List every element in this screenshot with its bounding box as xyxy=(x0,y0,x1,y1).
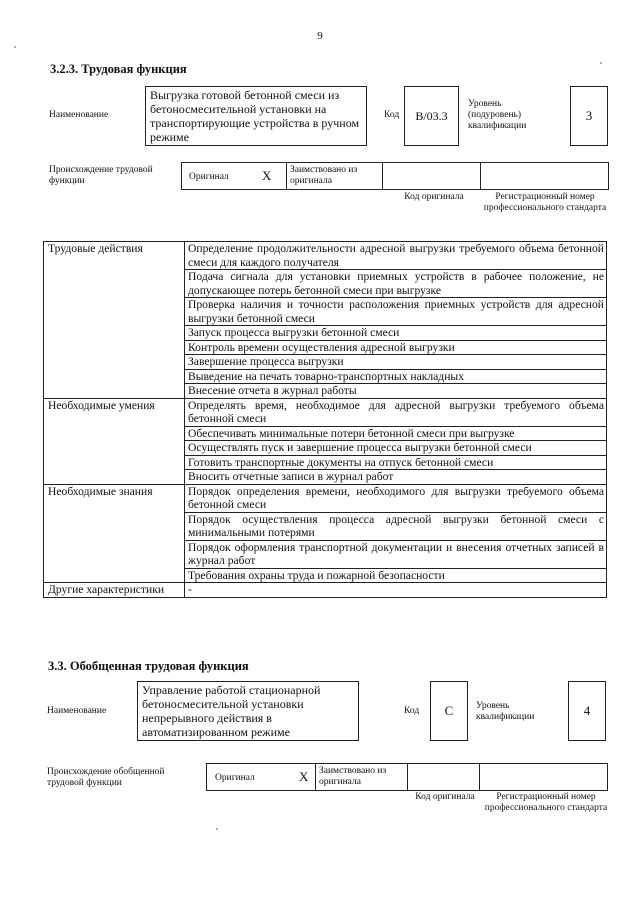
item-cell: Осуществлять пуск и завершение процесса выгрузки бетонной смеси xyxy=(185,441,607,456)
item-cell: Проверка наличия и точности расположения приемных устройств для адресной выгрузки бетонной смеси xyxy=(185,298,607,326)
borrowed-label-2: Заимствовано из оригинала xyxy=(319,766,387,787)
origin-row xyxy=(181,162,609,190)
item-cell: Требования охраны труда и пожарной безопасности xyxy=(185,568,607,583)
borrowed-label: Заимствовано из оригинала xyxy=(290,165,358,186)
table-row xyxy=(44,484,607,512)
item-cell: Обеспечивать минимальные потери бетонной смеси при выгрузке xyxy=(185,426,607,441)
function-name-box: Выгрузка готовой бетонной смеси из бетоносмесительной установки на транспортирующие устройства в ручном режиме xyxy=(145,86,367,146)
original-mark-2: X xyxy=(299,769,309,784)
item-cell: Вносить отчетные записи в журнал работ xyxy=(185,470,607,485)
item-cell: Контроль времени осуществления адресной выгрузки xyxy=(185,340,607,355)
general-function-name-box: Управление работой стационарной бетоносмесительной установки непрерывного действия в автоматизированном режиме xyxy=(137,681,359,741)
category-cell: Необходимые знания xyxy=(44,484,185,583)
category-cell: Другие характеристики xyxy=(44,583,185,598)
origin-row-2 xyxy=(206,763,608,791)
item-cell: Порядок осуществления процесса адресной выгрузки бетонной смеси с минимальными потерями xyxy=(185,512,607,540)
code-label: Код xyxy=(384,110,400,120)
level-value-2: 4 xyxy=(568,681,606,741)
category-cell: Трудовые действия xyxy=(44,242,185,399)
item-cell: Запуск процесса выгрузки бетонной смеси xyxy=(185,326,607,341)
functions-table xyxy=(43,241,607,598)
reg-number-label: Регистрационный номер профессионального стандарта xyxy=(483,192,607,213)
code-original-label-2: Код оригинала xyxy=(415,792,475,802)
code-label-2: Код xyxy=(404,706,420,716)
table-row xyxy=(44,583,607,598)
code-original-label: Код оригинала xyxy=(404,192,464,202)
origin-label: Происхождение трудовой функции xyxy=(49,165,153,186)
item-cell: Готовить транспортные документы на отпуск бетонной смеси xyxy=(185,455,607,470)
table-row xyxy=(44,242,607,270)
origin-label-2: Происхождение обобщенной трудовой функции xyxy=(47,767,165,788)
level-label-2: Уровень квалификации xyxy=(476,701,535,722)
section-heading: 3.2.3. Трудовая функция xyxy=(50,62,187,76)
code-value: В/03.3 xyxy=(404,86,459,146)
code-value-2: С xyxy=(430,681,468,741)
item-cell: Определение продолжительности адресной выгрузки требуемого объема бетонной смеси для каждого получателя xyxy=(185,242,607,270)
reg-number-label-2: Регистрационный номер профессионального стандарта xyxy=(484,792,608,813)
item-cell: Внесение отчета в журнал работы xyxy=(185,384,607,399)
page-number: 9 xyxy=(317,30,323,42)
scan-speck xyxy=(600,62,602,64)
original-label: Оригинал xyxy=(189,172,229,182)
table-row xyxy=(44,398,607,426)
item-cell: Определять время, необходимое для адресной выгрузки требуемого объема бетонной смеси xyxy=(185,398,607,426)
name-label-2: Наименование xyxy=(47,706,107,716)
item-cell: Порядок оформления транспортной документации и внесения отчетных записей в журнал работ xyxy=(185,540,607,568)
item-cell: - xyxy=(185,583,607,598)
scan-speck xyxy=(216,828,218,830)
level-label: Уровень (подуровень) квалификации xyxy=(468,99,527,131)
original-label-2: Оригинал xyxy=(215,773,255,783)
scan-speck xyxy=(14,46,16,48)
level-value: 3 xyxy=(570,86,608,146)
name-label: Наименование xyxy=(49,110,109,120)
item-cell: Завершение процесса выгрузки xyxy=(185,355,607,370)
category-cell: Необходимые умения xyxy=(44,398,185,484)
item-cell: Подача сигнала для установки приемных устройств в рабочее положение, не допускающее потерь бетонной смеси при выгрузке xyxy=(185,270,607,298)
section-heading-2: 3.3. Обобщенная трудовая функция xyxy=(48,659,249,673)
item-cell: Порядок определения времени, необходимого для выгрузки требуемого объема бетонной смеси xyxy=(185,484,607,512)
original-mark: X xyxy=(262,168,272,183)
item-cell: Выведение на печать товарно-транспортных накладных xyxy=(185,369,607,384)
